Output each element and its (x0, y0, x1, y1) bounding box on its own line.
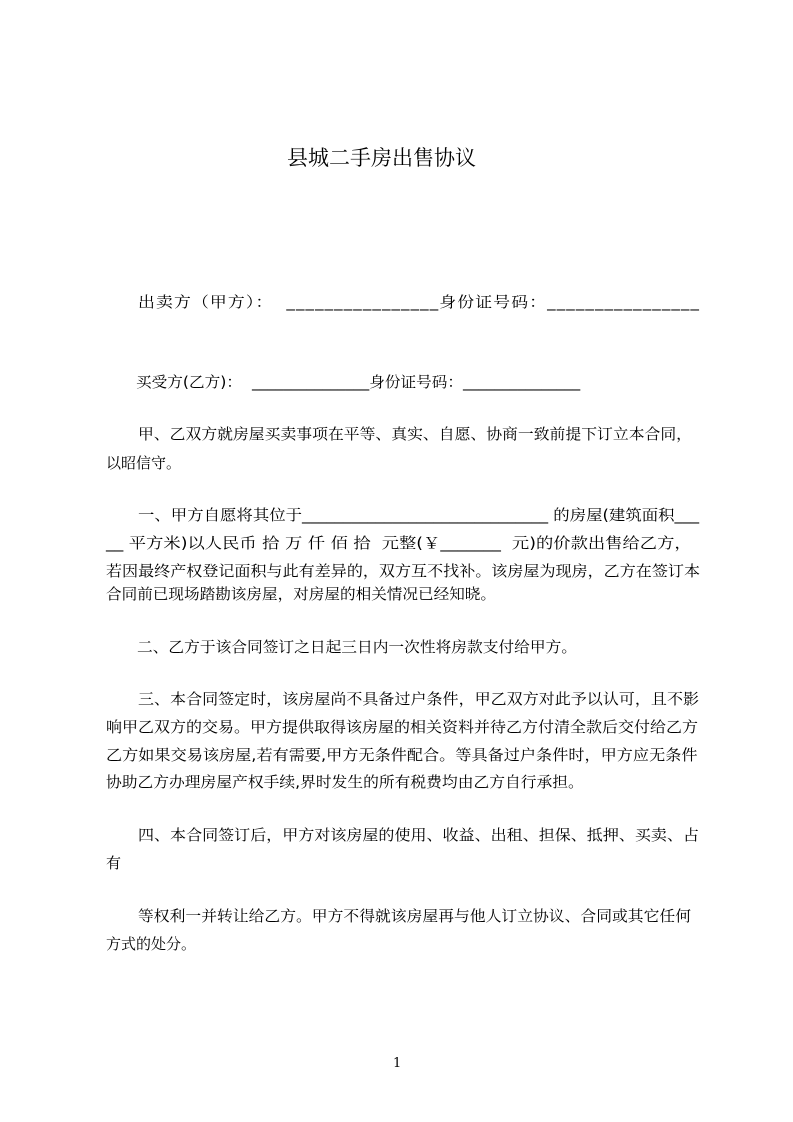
document-title: 县城二手房出售协议 (287, 146, 476, 170)
clause-3-line-4: 协助乙方办理房屋产权手续,界时发生的所有税费均由乙方自行承担。 (106, 773, 584, 791)
clause-5-line-1: 等权利一并转让给乙方。甲方不得就该房屋再与他人订立协议、合同或其它任何 (138, 907, 692, 925)
clause-3-line-1: 三、本合同签定时，该房屋尚不具备过户条件，甲乙双方对此予以认可，且不影 (138, 690, 700, 708)
clause-4-line-2: 有 (106, 854, 122, 872)
clause-1-line-4: 合同前已现场踏勘该房屋，对房屋的相关情况已经知晓。 (106, 585, 497, 603)
preamble-line-1: 甲、乙双方就房屋买卖事项在平等、真实、自愿、协商一致前提下订立本合同， (138, 425, 693, 443)
preamble-line-2: 以昭信守。 (106, 454, 182, 472)
clause-3-line-3: 乙方如果交易该房屋,若有需要,甲方无条件配合。等具备过户条件时，甲方应无条件 (106, 746, 698, 764)
page-number: 1 (393, 1056, 402, 1071)
clause-3-line-2: 响甲乙双方的交易。甲方提供取得该房屋的相关资料并待乙方付清全款后交付给乙方 (106, 718, 699, 736)
seller-line: 出卖方（甲方）： ________________身份证号码：________________ (138, 293, 701, 311)
buyer-line: 买受方(乙方)： _______________身份证号码：_______________ (136, 373, 581, 391)
clause-1-line-1: 一、甲方自愿将其位于______________________________ 的房屋(建筑面积___ (138, 506, 700, 524)
clause-2-line-1: 二、乙方于该合同签订之日起三日内一次性将房款支付给甲方。 (137, 638, 578, 656)
clause-1-line-2: __ 平方米)以人民币 拾 万 仟 佰 拾 元整(￥_______ 元)的价款出售给乙方， (106, 534, 692, 552)
clause-5-line-2: 方式的处分。 (106, 935, 197, 953)
clause-4-line-1: 四、本合同签订后，甲方对该房屋的使用、收益、出租、担保、抵押、买卖、占 (138, 826, 700, 844)
clause-1-line-3: 若因最终产权登记面积与此有差异的，双方互不找补。该房屋为现房，乙方在签订本 (106, 562, 701, 580)
